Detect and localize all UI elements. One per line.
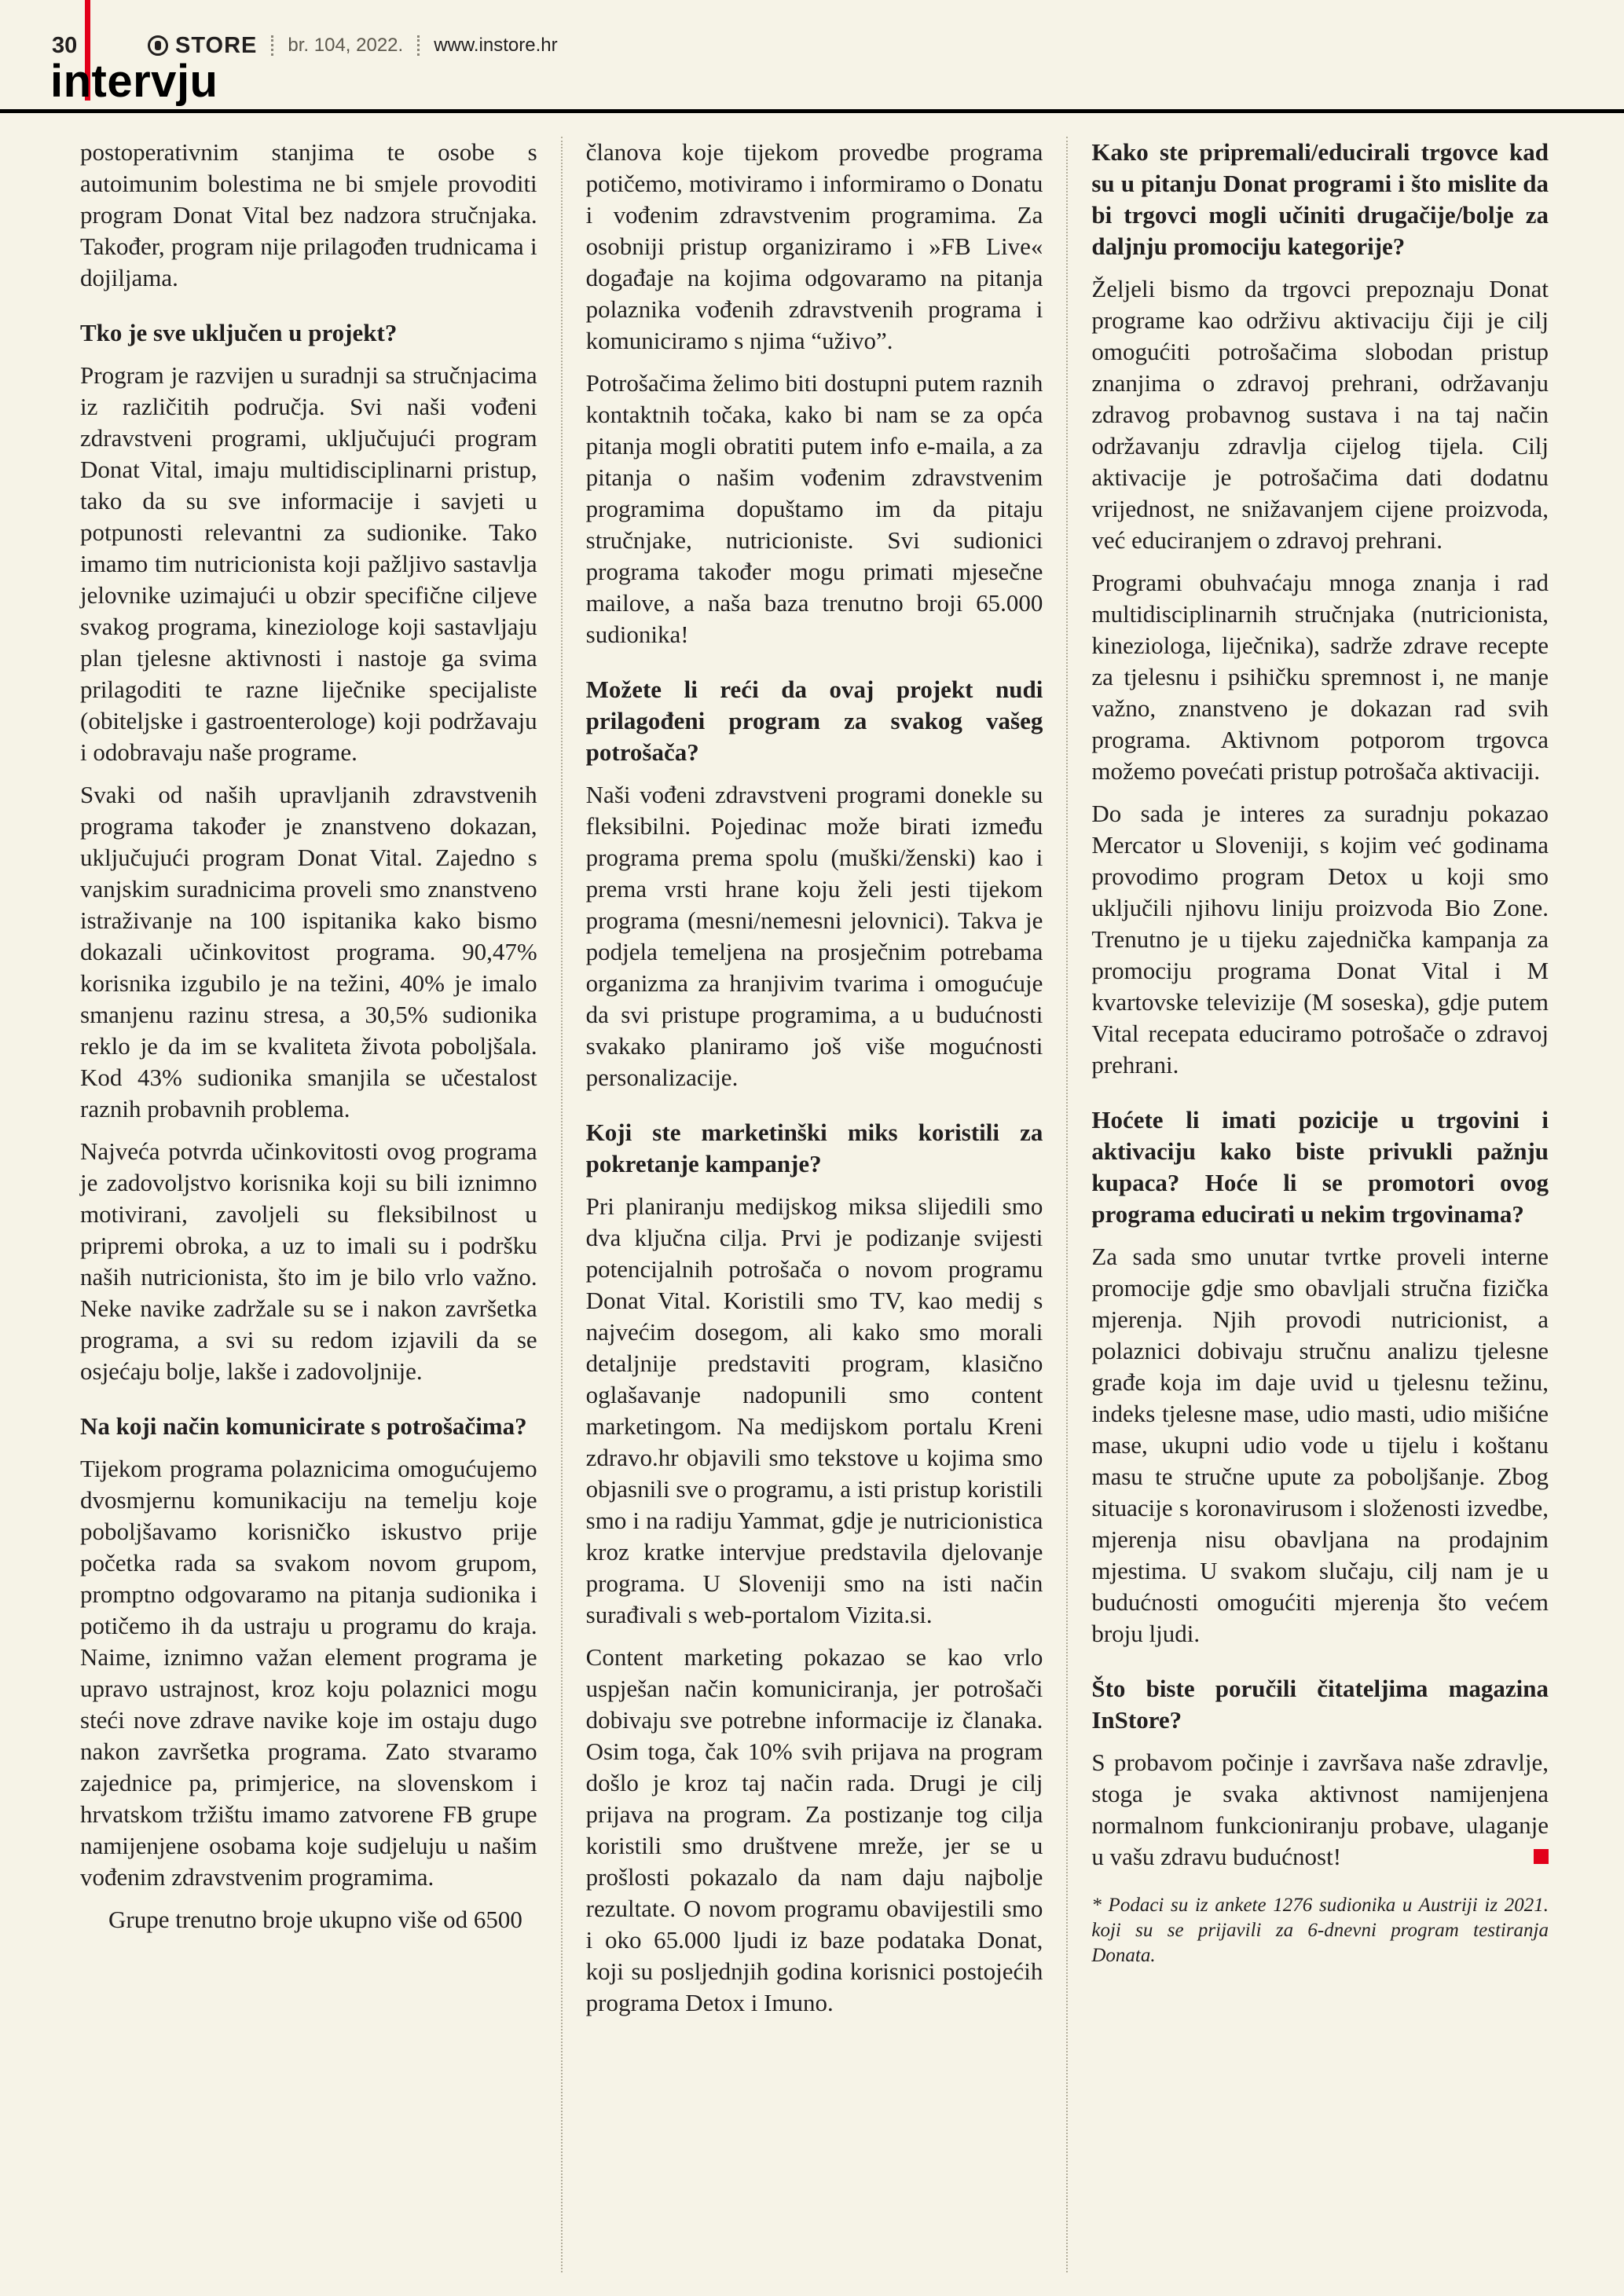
paragraph: Tijekom programa polaznicima omogućujemo dvosmjernu komunikaciju na temelju koje poboljšavamo korisničko iskustvo prije početka rada sa svakom novom grupom, promptno odgovaramo na pitanja sudionika i potičemo ih da ustraju u programu do kraja. Naime, iznimno važan element programa je upravo ustrajnost, kroz koju polaznici mogu steći nove zdrave navike koje im ostaju dugo nakon završetka programa. Zato stvaramo zajednice pa, primjerice, na slovenskom i hrvatskom tržištu imamo zatvorene FB grupe namijenjene osobama koje sudjeluju u našim vođenim zdravstvenim programima. bbox=[80, 1455, 537, 1891]
paragraph: postoperativnim stanjima te osobe s autoimunim bolestima ne bi smjele provoditi program Donat Vital bez nadzora stručnjaka. Također, program nije prilagođen trudnicama i dojiljama. bbox=[80, 138, 537, 291]
question-heading: Možete li reći da ovaj projekt nudi prilagođeni program za svakog vašeg potrošača? bbox=[585, 676, 1043, 766]
paragraph: Programi obuhvaćaju mnoga znanja i rad multidisciplinarnih stručnjaka (nutricionista, kineziologa, liječnika), sadrže zdrave recepte za tjelesnu i psihičku spremnost i, ne manje važno, znanstveno je dokazan rad svih programa. Aktivnom potporom trgovca možemo povećati pristup potrošača aktivaciji. bbox=[1091, 569, 1549, 785]
question-heading: Koji ste marketinški miks koristili za pokretanje kampanje? bbox=[585, 1119, 1043, 1177]
question-heading: Tko je sve uključen u projekt? bbox=[80, 319, 398, 346]
dotted-separator bbox=[271, 35, 273, 56]
paragraph: Pri planiranju medijskog miksa slijedili smo dva ključna cilja. Prvi je podizanje svijesti potencijalnih potrošača o novom programu Donat Vital. Koristili smo TV, kao medij s najvećim dosegom, ali kako smo morali detaljnije predstaviti program, klasično oglašavanje nadopunili smo content marketingom. Na medijskom portalu Kreni zdravo.hr objavili smo tekstove u kojima smo objasnili sve o programu, a isti pristup koristili smo i na radiju Yammat, gdje je nutricionistica kroz kratke intervjue predstavila djelovanje programa. U Sloveniji smo na isti način surađivali s web-portalom Vizita.si. bbox=[585, 1192, 1043, 1628]
column-2 bbox=[561, 137, 1067, 2272]
paragraph: Content marketing pokazao se kao vrlo uspješan način komuniciranja, jer potrošači dobivaju sve potrebne informacije iz članaka. Osim toga, čak 10% svih prijava na program došlo je kroz taj način rada. Drugi je cilj prijava na program. Za postizanje tog cilja koristili smo društvene mreže, jer se u prošlosti pokazalo da nam daju najbolje rezultate. O novom programu obavijestili smo i oko 65.000 ljudi iz baze podataka Donat, koji su posljednjih godina korisnici postojećih programa Detox i Imuno. bbox=[585, 1643, 1043, 2016]
paragraph: Program je razvijen u suradnji sa stručnjacima iz različitih područja. Svi naši vođeni zdravstveni programi, uključujući program Donat Vital, imaju multidisciplinarni pristup, tako da su sve informacije i savjeti u potpunosti relevantni za sudionike. Tako imamo tim nutricionista koji pažljivo sastavlja jelovnike uzimajući u obzir specifične ciljeve svakog programa, kineziologe koji sastavljaju plan tjelesne aktivnosti i nastoje ga svima prilagoditi te razne liječnike specijaliste (obiteljske i gastroenterologe) koji podržavaju i odobravaju naše programe. bbox=[80, 361, 537, 766]
title-rule bbox=[0, 109, 1624, 113]
closing-text: S probavom počinje i završava naše zdravlje, stoga je svaka aktivnost namijenjena normalnom funkcioniranju probave, ulaganje u vašu zdravu budućnost! bbox=[1091, 1749, 1549, 1870]
question-heading: Kako ste pripremali/educirali trgovce kad su u pitanju Donat programi i što mislite da bi trgovci mogli učiniti drugačije/bolje za daljnju promociju kategorije? bbox=[1091, 138, 1549, 260]
closing-paragraph bbox=[1091, 1747, 1549, 1873]
paragraph: Željeli bismo da trgovci prepoznaju Donat programe kao održivu aktivaciju čiji je cilj omogućiti potrošačima slobodan pristup znanjima o zdravoj prehrani, održavanju zdravog probavnog sustava i na taj način održavanju zdravlja cijelog tijela. Cilj aktivacije je potrošačima dati dodatnu vrijednost, ne snižavanjem cijene proizvoda, već educiranjem o zdravoj prehrani. bbox=[1091, 275, 1549, 554]
paragraph: Svaki od naših upravljanih zdravstvenih programa također je znanstveno dokazan, uključujući program Donat Vital. Zajedno s vanjskim suradnicima proveli smo znanstveno istraživanje na 100 ispitanika kako bismo dokazali učinkovitost programa. 90,47% korisnika izgubilo je na težini, 40% je imalo smanjenu razinu stresa, a 30,5% sudionika reklo je da im se kvaliteta života poboljšala. Kod 43% sudionika smanjila se učestalost raznih probavnih problema. bbox=[80, 781, 537, 1122]
page-number: 30 bbox=[52, 32, 78, 58]
paragraph: Do sada je interes za suradnju pokazao Mercator u Sloveniji, s kojim već godinama provodimo program Detox u koji smo uključili njihovu liniju proizvoda Bio Zone. Trenutno je u tijeku zajednička kampanja za promociju programa Donat Vital i M kvartovske televizije (M soseska), gdje putem Vital recepata educiramo potrošače o zdravoj prehrani. bbox=[1091, 800, 1549, 1078]
article-end-square-icon bbox=[1534, 1849, 1549, 1864]
paragraph: članova koje tijekom provedbe programa potičemo, motiviramo i informiramo o Donatu i vođenim zdravstvenim programima. Za osobniji pristup organiziramo i »FB Live« događaje na kojima odgovaramo na pitanja polaznika vođenih zdravstvenih programa i komuniciramo s njima “uživo”. bbox=[585, 138, 1043, 354]
footnote: * Podaci su iz ankete 1276 sudionika u Austriji iz 2021. koji su se prijavili za 6-dnevni program testiranja Donata. bbox=[1091, 1895, 1549, 1966]
issue-number: br. 104, 2022. bbox=[288, 35, 404, 56]
paragraph: Naši vođeni zdravstveni programi donekle su fleksibilni. Pojedinac može birati između programa prema spolu (muški/ženski) kao i prema vrsti hrane koju želi jesti tijekom programa (mesni/nemesni jelovnici). Takva je podjela temeljena na prosječnim potrebama organizma za hranjivim tvarima i omogućuje da svi pristupe programima, a u budućnosti svakako planiramo još više mogućnosti personalizacije. bbox=[585, 781, 1043, 1091]
article-content bbox=[52, 137, 1572, 2272]
store-logo-icon bbox=[148, 35, 168, 56]
question-heading: Hoćete li imati pozicije u trgovini i aktivaciju kako biste privukli pažnju kupaca? Hoće li se promotori ovog programa educirati u nekim trgovinama? bbox=[1091, 1106, 1549, 1228]
website-link[interactable]: www.instore.hr bbox=[434, 35, 558, 56]
question-heading: Što biste poručili čitateljima magazina InStore? bbox=[1091, 1675, 1549, 1734]
column-3 bbox=[1066, 137, 1572, 2272]
store-logo-text: STORE bbox=[175, 32, 258, 58]
dotted-separator bbox=[417, 35, 420, 56]
paragraph: Najveća potvrda učinkovitosti ovog programa je zadovoljstvo korisnika koji su bili iznimno motivirani, zavoljeli su fleksibilnost u pripremi obroka, a uz to imali su i podršku naših nutricionista, što im je bilo vrlo važno. Neke navike zadržale su se i nakon završetka programa, a svi su redom izjavili da se osjećaju bolje, lakše i zadovoljnije. bbox=[80, 1137, 537, 1385]
paragraph: Za sada smo unutar tvrtke proveli interne promocije gdje smo obavljali stručna fizička mjerenja. Njih provodi nutricionist, a polaznici dobivaju stručnu analizu tjelesne građe koja im daje uvid u tjelesnu težinu, indeks tjelesne mase, udio masti, udio mišićne mase, ukupni udio vode u tijelu i koštanu masu te stručne upute za poboljšanje. Zbog situacije s koronavirusom i složenosti izvedbe, mjerenja nisu obavljana na prodajnim mjestima. U svakom slučaju, cilj nam je u budućnosti omogućiti mjerenja što većem broju ljudi. bbox=[1091, 1243, 1549, 1647]
section-title: intervju bbox=[50, 56, 218, 107]
question-heading: Na koji način komunicirate s potrošačima? bbox=[80, 1412, 527, 1440]
paragraph: Potrošačima želimo biti dostupni putem raznih kontaktnih točaka, kako bi nam se za opća pitanja mogli obratiti putem info e-maila, a za pitanja o našim vođenim zdravstvenim programima dopuštamo im da pitaju stručnjake, nutricioniste. Svi sudionici programa također mogu primati mjesečne mailove, a naša baza trenutno broji 65.000 sudionika! bbox=[585, 369, 1043, 648]
paragraph: Grupe trenutno broje ukupno više od 6500 bbox=[108, 1906, 522, 1933]
column-1 bbox=[52, 137, 561, 2272]
